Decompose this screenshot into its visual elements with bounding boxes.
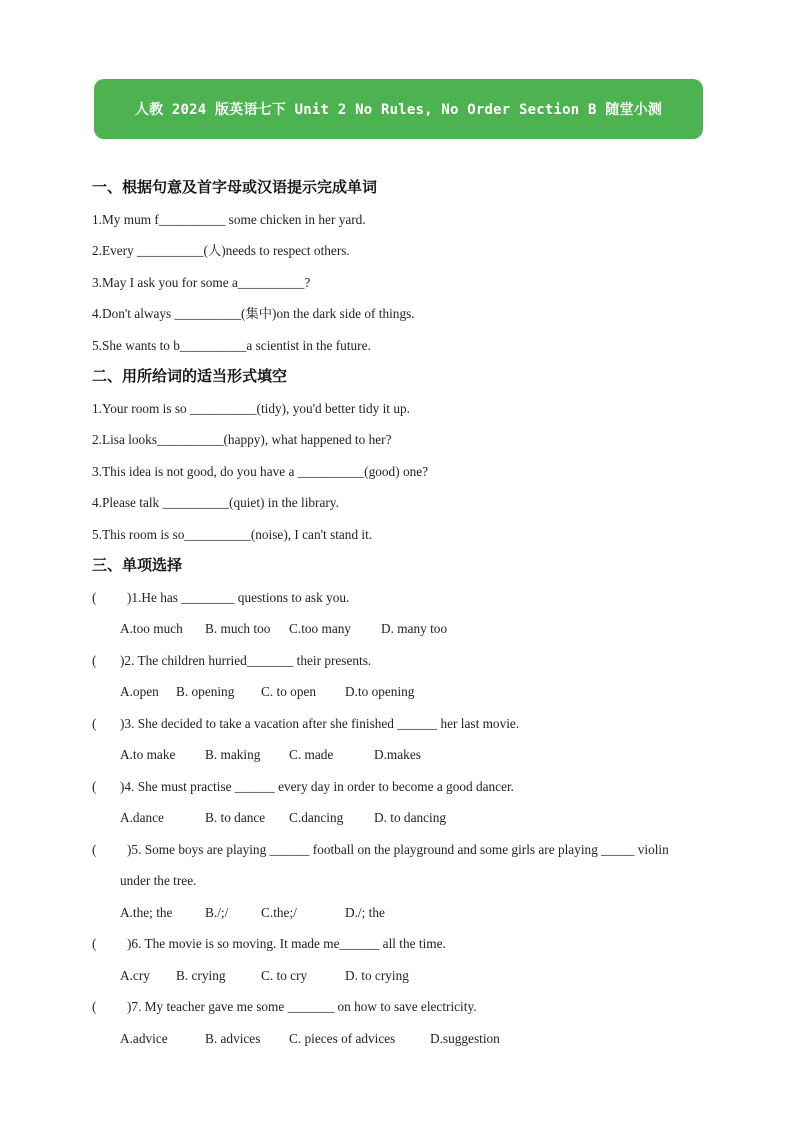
question-text: )1.He has ________ questions to ask you.: [127, 589, 350, 605]
option-d: D.to opening: [345, 684, 415, 699]
options-row: [92, 1023, 722, 1055]
answer-paren: (: [92, 715, 97, 731]
option-c: C. to cry: [261, 967, 308, 983]
options-row: [92, 676, 722, 708]
question-7: [92, 991, 722, 1023]
worksheet-title: 人教 2024 版英语七下 Unit 2 No Rules, No Order Section B 随堂小测: [134, 102, 663, 118]
section-heading-2: 二、用所给词的适当形式填空: [92, 367, 288, 385]
option-c: C. made: [289, 747, 334, 762]
option-b: B. much too: [205, 621, 271, 636]
option-a: A.the; the: [120, 904, 173, 920]
option-a: A.advice: [120, 1030, 168, 1046]
question-text: )5. Some boys are playing ______ football on the playground and some girls are playing _____ violin: [127, 841, 669, 857]
option-d: D. many too: [381, 621, 448, 636]
option-d: D.makes: [374, 747, 421, 762]
option-b: B./;/: [205, 904, 229, 920]
option-b: B. advices: [205, 1030, 261, 1046]
fill-in-item: 2.Every __________(人)needs to respect others.: [92, 243, 350, 258]
question-text: )2. The children hurried_______ their presents.: [120, 652, 372, 668]
fill-in-item: 1.My mum f__________ some chicken in her yard.: [92, 211, 366, 227]
option-c: C.the;/: [261, 904, 297, 920]
word-form-item: 2.Lisa looks__________(happy), what happened to her?: [92, 432, 392, 447]
question-4: [92, 771, 722, 803]
word-form-item: 1.Your room is so __________(tidy), you'd better tidy it up.: [92, 400, 410, 416]
answer-paren: (: [92, 999, 97, 1014]
fill-in-item: 4.Don't always __________(集中)on the dark side of things.: [92, 306, 415, 321]
options-row: [92, 613, 722, 645]
word-form-item: 5.This room is so__________(noise), I can't stand it.: [92, 526, 373, 542]
option-a: A.cry: [120, 967, 150, 983]
option-b: B. opening: [176, 684, 235, 699]
question-continuation: under the tree.: [120, 873, 197, 888]
question-text: )3. She decided to take a vacation after she finished ______ her last movie.: [120, 715, 520, 731]
option-c: C.dancing: [289, 810, 344, 825]
options-row: [92, 897, 722, 929]
title-banner: [94, 79, 703, 139]
option-a: A.open: [120, 684, 159, 699]
question-text: )6. The movie is so moving. It made me______ all the time.: [127, 936, 446, 951]
option-b: B. making: [205, 747, 261, 762]
option-c: C. pieces of advices: [289, 1030, 396, 1046]
option-d: D./; the: [345, 904, 385, 920]
options-row: [92, 739, 722, 771]
fill-in-item: 3.May I ask you for some a__________?: [92, 274, 311, 290]
answer-paren: (: [92, 936, 97, 951]
question-5: [92, 834, 722, 866]
option-d: D. to crying: [345, 967, 409, 983]
word-form-item: 3.This idea is not good, do you have a __________(good) one?: [92, 463, 429, 479]
answer-paren: (: [92, 841, 97, 857]
option-a: A.to make: [120, 747, 176, 762]
question-text: )7. My teacher gave me some _______ on how to save electricity.: [127, 999, 477, 1014]
options-row: [92, 960, 722, 992]
fill-in-item: 5.She wants to b__________a scientist in the future.: [92, 337, 371, 353]
question-6: [92, 928, 722, 960]
option-c: C. to open: [261, 684, 317, 699]
option-d: D.suggestion: [430, 1030, 500, 1046]
option-a: A.dance: [120, 810, 164, 825]
answer-paren: (: [92, 778, 97, 794]
option-a: A.too much: [120, 621, 183, 636]
question-3: [92, 708, 722, 740]
word-form-item: 4.Please talk __________(quiet) in the library.: [92, 495, 339, 510]
option-d: D. to dancing: [374, 810, 447, 825]
section-heading-1: 一、根据句意及首字母或汉语提示完成单词: [92, 178, 378, 196]
option-c: C.too many: [289, 621, 352, 636]
option-b: B. crying: [176, 967, 226, 983]
options-row: [92, 802, 722, 834]
question-text: )4. She must practise ______ every day in order to become a good dancer.: [120, 778, 514, 794]
question-2: [92, 645, 722, 677]
option-b: B. to dance: [205, 810, 266, 825]
worksheet-content: [92, 172, 722, 1054]
section-heading-3: 三、单项选择: [92, 556, 183, 574]
answer-paren: (: [92, 589, 97, 605]
answer-paren: (: [92, 652, 97, 668]
question-1: [92, 582, 722, 614]
